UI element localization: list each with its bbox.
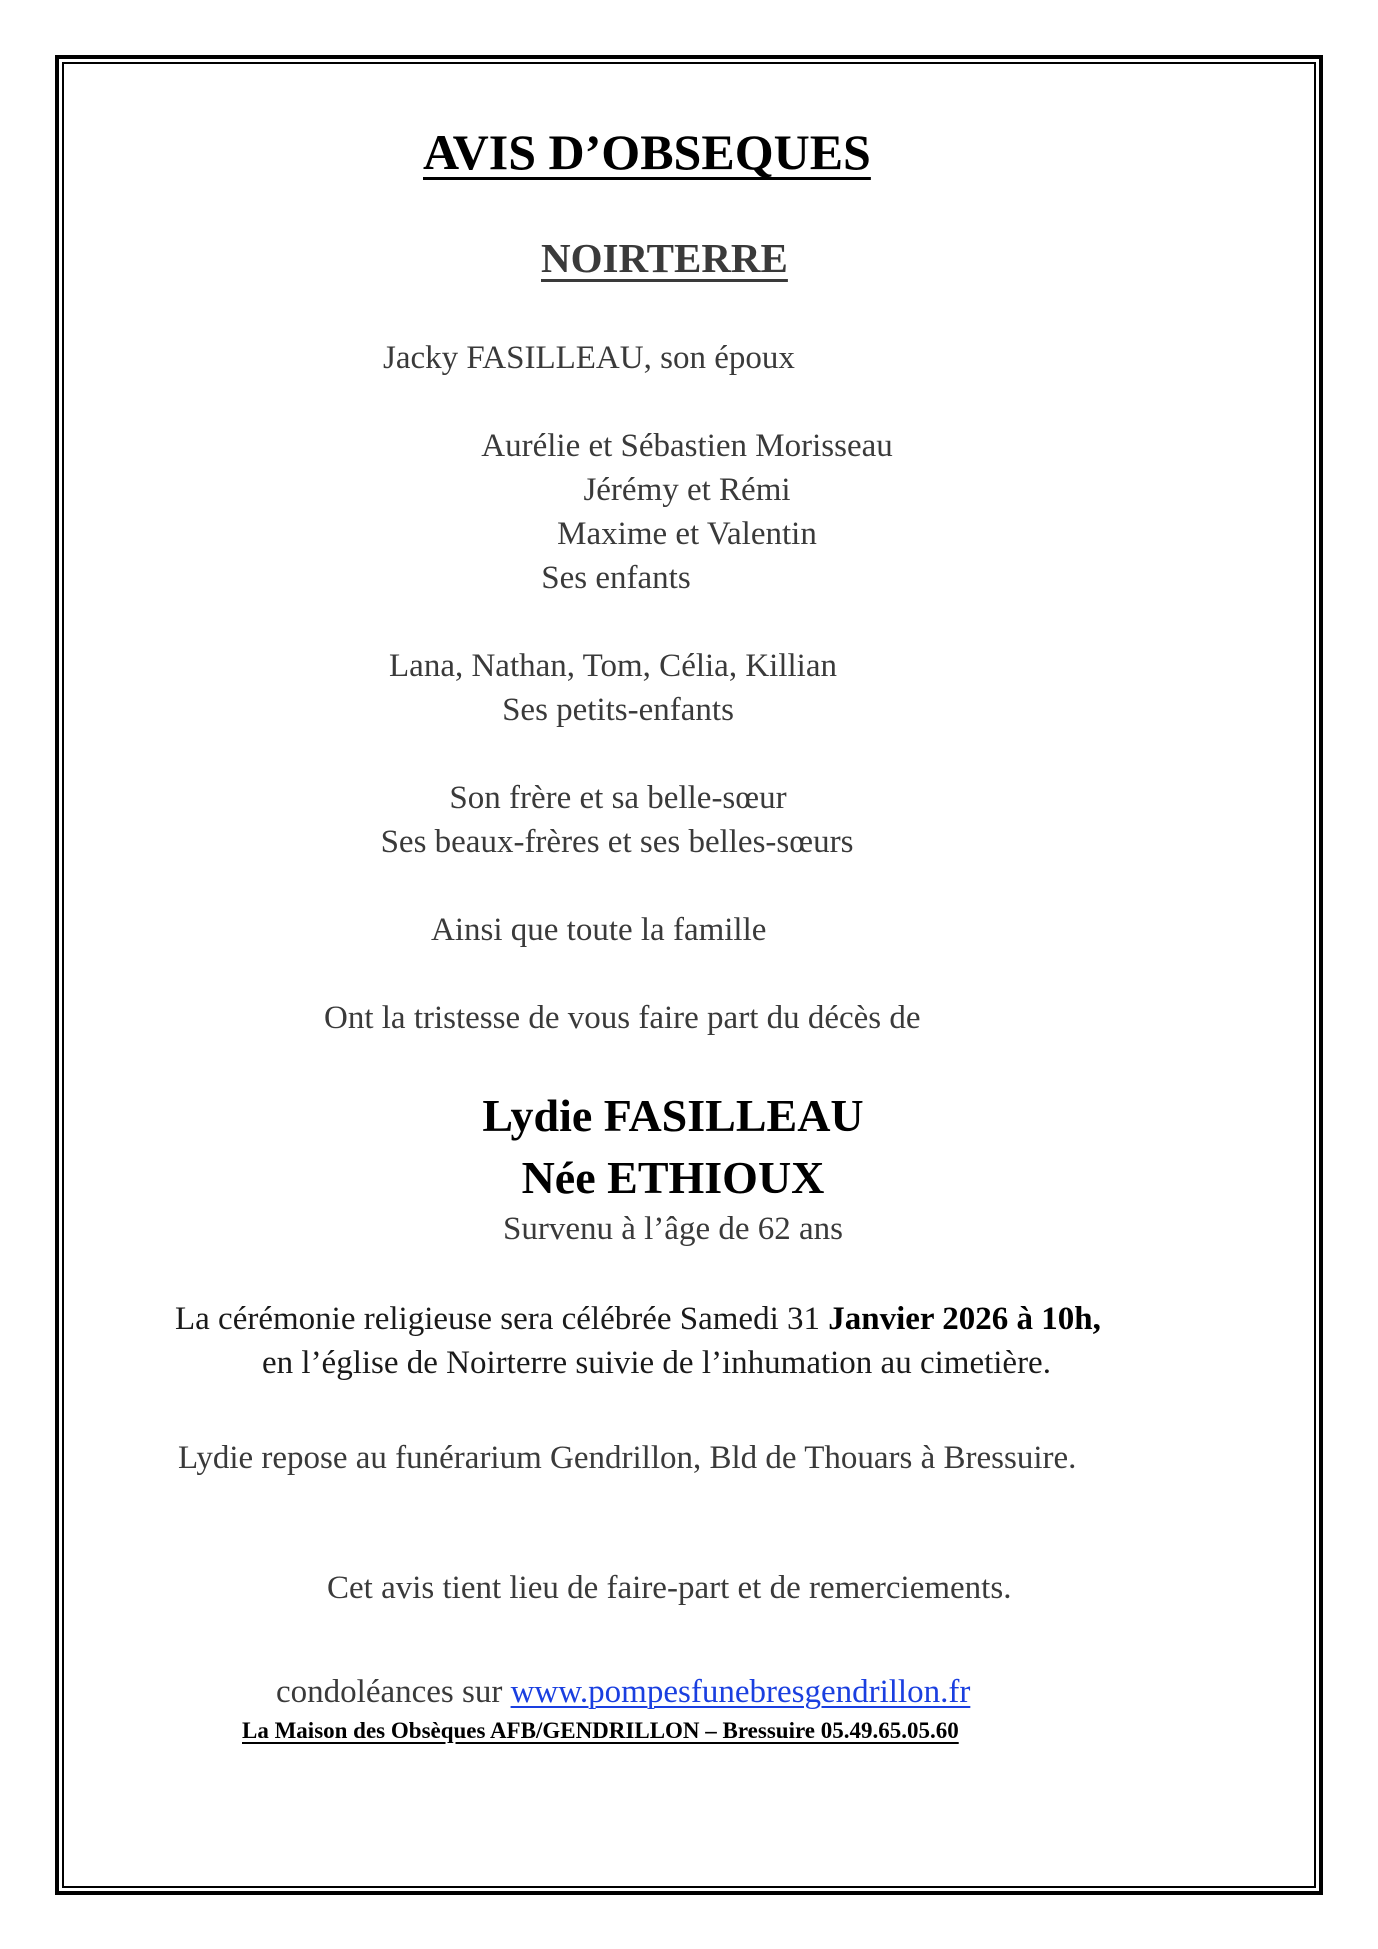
siblings-line-1: Son frère et sa belle-sœur [449, 780, 787, 816]
grandchildren-names: Lana, Nathan, Tom, Célia, Killian [389, 648, 837, 684]
notice-line: Cet avis tient lieu de faire-part et de remerciements. [327, 1570, 1012, 1606]
children-label: Ses enfants [541, 560, 691, 596]
deceased-name: Lydie FASILLEAU [482, 1090, 864, 1141]
ceremony-text: La cérémonie religieuse sera célébrée Samedi 31 [175, 1301, 829, 1337]
children-line-2: Jérémy et Rémi [583, 472, 791, 508]
condolences-prefix: condoléances sur [276, 1674, 511, 1710]
funeral-home-footer: La Maison des Obsèques AFB/GENDRILLON – Bressuire 05.49.65.05.60 [242, 1718, 959, 1743]
deceased-maiden-name: Née ETHIOUX [521, 1152, 825, 1203]
announcement-line: Ont la tristesse de vous faire part du décès de [324, 1000, 921, 1036]
children-line-1: Aurélie et Sébastien Morisseau [481, 428, 893, 464]
siblings-line-2: Ses beaux-frères et ses belles-sœurs [380, 824, 854, 860]
husband-line: Jacky FASILLEAU, son époux [383, 340, 795, 376]
town-heading: NOIRTERRE [541, 235, 788, 281]
resting-line: Lydie repose au funérarium Gendrillon, Bld de Thouars à Bressuire. [178, 1440, 1077, 1476]
grandchildren-label: Ses petits-enfants [502, 692, 734, 728]
ceremony-line-1 [175, 1303, 1101, 1336]
page-border-inner [62, 62, 1316, 1888]
deceased-age: Survenu à l’âge de 62 ans [503, 1211, 843, 1247]
children-line-3: Maxime et Valentin [557, 516, 817, 552]
website-link[interactable]: www.pompesfunebresgendrillon.fr [510, 1674, 971, 1710]
condolences-line [276, 1676, 970, 1709]
family-line: Ainsi que toute la famille [431, 912, 767, 948]
page-title: AVIS D’OBSEQUES [423, 124, 871, 180]
ceremony-date: Janvier 2026 à 10h, [828, 1301, 1101, 1337]
ceremony-line-2: en l’église de Noirterre suivie de l’inhumation au cimetière. [262, 1345, 1051, 1381]
